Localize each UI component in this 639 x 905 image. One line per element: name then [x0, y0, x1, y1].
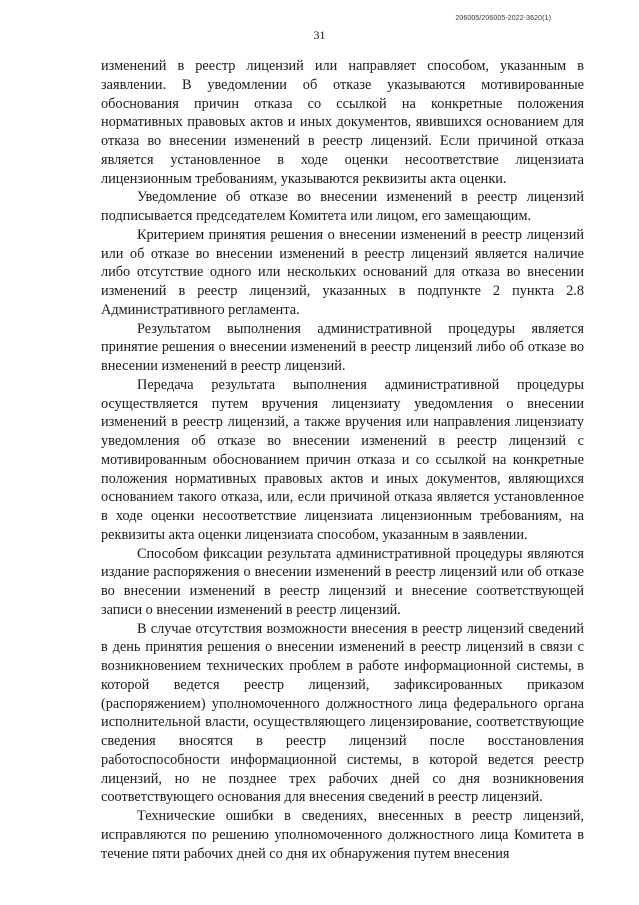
paragraph-result-fixation: Способом фиксации результата административной процедуры являются издание распоряжения о внесении изменений в реестр лицензий или об отказе во внесении изменений в реестр лицензий и внесение соответствующей записи о внесении изменений в реестр лицензий.	[101, 545, 584, 618]
paragraph-procedure-result: Результатом выполнения административной процедуры является принятие решения о внесении изменений в реестр лицензий либо об отказе во внесении изменений в реестр лицензий.	[101, 320, 584, 374]
paragraph-continuation: изменений в реестр лицензий или направляет способом, указанным в заявлении. В уведомлении об отказе указываются мотивированные обоснования причин отказа со ссылкой на конкретные положения нормативных правовых актов и иных документов, явившихся основанием для отказа во внесении изменений в реестр лицензий. Если причиной отказа является установленное в ходе оценки несоответствие лицензиата лицензионным требованиям, указываются реквизиты акта оценки.	[101, 58, 584, 187]
paragraph-result-transfer: Передача результата выполнения административной процедуры осуществляется путем вручения лицензиату уведомления о внесении изменений в реестр лицензий, а также вручения или направления лицензиату уведомления об отказе во внесении изменений в реестр лицензий с мотивированным обоснованием причин отказа и со ссылкой на конкретные положения нормативных правовых актов и иных документов, являющихся основанием такого отказа, или, если причиной отказа является установленное в ходе оценки несоответствие лицензиата лицензионным требованиям, на реквизиты акта оценки лицензиата способом, указанным в заявлении.	[101, 376, 584, 543]
paragraph-technical-errors: Технические ошибки в сведениях, внесенных в реестр лицензий, исправляются по решению уполномоченного должностного лица Комитета в течение пяти рабочих дней со дня их обнаружения путем внесения	[101, 808, 584, 862]
document-body	[101, 57, 584, 863]
paragraph-refusal-signing: Уведомление об отказе во внесении изменений в реестр лицензий подписывается председателем Комитета или лицом, его замещающим.	[101, 189, 584, 224]
document-id: 206005/206005-2022-3620(1)	[455, 15, 551, 22]
page-number: 31	[313, 28, 326, 42]
paragraph-technical-problems: В случае отсутствия возможности внесения в реестр лицензий сведений в день принятия решения о внесении изменений в реестр лицензий в связи с возникновением технических проблем в работе информационной системы, в которой ведется реестр лицензий, зафиксированных приказом (распоряжением) уполномоченного должностного лица федерального органа исполнительной власти, осуществляющего лицензирование, соответствующие сведения вносятся в реестр лицензий после восстановления работоспособности информационной системы, в которой ведется реестр лицензий, но не позднее трех рабочих дней со дня возникновения соответствующего основания для внесения сведений в реестр лицензий.	[101, 620, 584, 806]
paragraph-decision-criterion: Критерием принятия решения о внесении изменений в реестр лицензий или об отказе во внесении изменений в реестр лицензий является наличие либо отсутствие одного или нескольких оснований для отказа во внесении изменений в реестр лицензий, указанных в подпункте 2 пункта 2.8 Административного регламента.	[101, 226, 584, 318]
